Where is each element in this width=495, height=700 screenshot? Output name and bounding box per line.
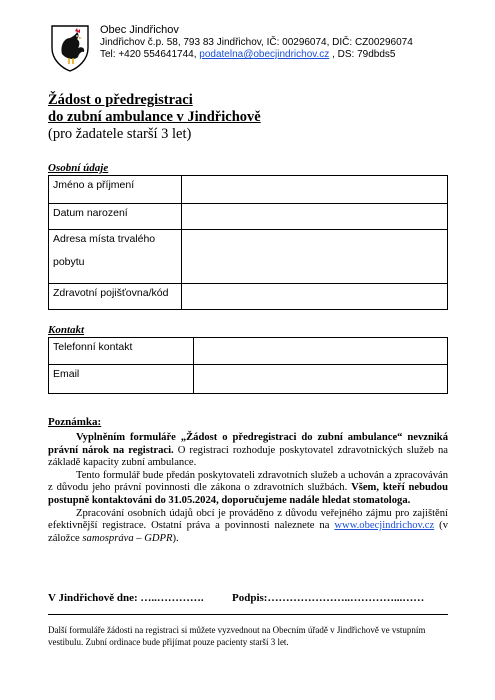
note-bold-text: Vyplněním formuláře „Žádost o předregistraci do zubní ambulance“ nevzniká právní nárok na registraci. xyxy=(48,432,448,456)
field-label: Telefonní kontakt xyxy=(49,338,194,365)
contact-section-heading: Kontakt xyxy=(48,324,85,336)
coat-of-arms-rooster-icon xyxy=(50,24,90,72)
organization-address: Jindřichov č.p. 58, 793 83 Jindřichov, IČ: 00296074, DIČ: CZ00296074 xyxy=(100,36,413,48)
field-label: Email xyxy=(49,365,194,394)
field-label-line-2: pobytu xyxy=(53,256,85,268)
note-text: (v záložce xyxy=(48,520,448,544)
note-text: O registraci rozhoduje poskytovatel zdravotnických služeb na základě kapacity zubní ambulance. xyxy=(48,444,448,469)
field-label: Jméno a příjmení xyxy=(49,176,182,204)
note-heading: Poznámka: xyxy=(48,416,102,428)
note-text: Zpracování osobních údajů obcí je prováděno z důvodu veřejného zájmu pro zajištění efektivnější registrace. Ostatní práva a povinnosti naleznete na xyxy=(48,507,448,532)
email-field[interactable] xyxy=(194,365,448,394)
document-title xyxy=(48,92,261,143)
data-box-text: , DS: 79dbds5 xyxy=(329,49,396,60)
note-text: Tento formulář bude předán poskytovateli zdravotních služeb a uchován a zpracováván z důvodu jeho právní povinnosti dle zákona o zdravotních službách. xyxy=(48,469,448,494)
name-field[interactable] xyxy=(182,176,448,204)
note-text: ). xyxy=(172,532,179,544)
title-line-2: do zubní ambulance v Jindřichově xyxy=(48,109,261,125)
table-row xyxy=(49,204,448,230)
phone-text: Tel: +420 554641744, xyxy=(100,49,200,60)
contact-table xyxy=(48,337,448,394)
table-row xyxy=(49,176,448,204)
personal-details-table xyxy=(48,175,448,310)
place-date-field[interactable]: V Jindřichově dne: …..…………. xyxy=(48,592,204,604)
table-row xyxy=(49,338,448,365)
insurance-field[interactable] xyxy=(182,284,448,310)
note-paragraph xyxy=(48,508,448,546)
note-bold-text: Všem, kteří nebudou postupně kontaktováni do 31.05.2024, doporučujeme nadále hledat stomatologa. xyxy=(48,482,448,506)
field-label xyxy=(49,230,182,284)
footer-note: Další formuláře žádosti na registraci si můžete vyzvednout na Obecním úřadě v Jindřichově ve vstupním vestibulu. Zubní ordinace bude přijímat pouze pacienty starší 3 let. xyxy=(48,625,426,647)
table-row xyxy=(49,230,448,284)
address-field[interactable] xyxy=(182,230,448,284)
footer-divider xyxy=(48,614,448,615)
email-link[interactable]: podatelna@obecjindrichov.cz xyxy=(199,49,330,60)
note-paragraph xyxy=(48,470,448,508)
personal-section-heading: Osobní údaje xyxy=(48,162,109,174)
field-label: Datum narození xyxy=(49,204,182,230)
note-paragraph xyxy=(48,432,448,470)
letterhead xyxy=(100,24,413,62)
table-row xyxy=(49,365,448,394)
title-line-3: (pro žadatele starší 3 let) xyxy=(48,126,192,142)
organization-contact xyxy=(100,49,413,62)
note-body xyxy=(48,432,448,545)
website-link[interactable]: www.obecjindrichov.cz xyxy=(334,520,435,532)
note-italic-text: samospráva – GDPR xyxy=(82,532,173,544)
birth-date-field[interactable] xyxy=(182,204,448,230)
organization-name: Obec Jindřichov xyxy=(100,24,179,36)
signature-field[interactable]: Podpis:…………………..…………...…… xyxy=(232,592,425,604)
title-line-1: Žádost o předregistraci xyxy=(48,92,193,108)
field-label: Zdravotní pojišťovna/kód xyxy=(49,284,182,310)
phone-field[interactable] xyxy=(194,338,448,365)
table-row xyxy=(49,284,448,310)
field-label-line-1: Adresa místa trvalého xyxy=(53,233,156,245)
